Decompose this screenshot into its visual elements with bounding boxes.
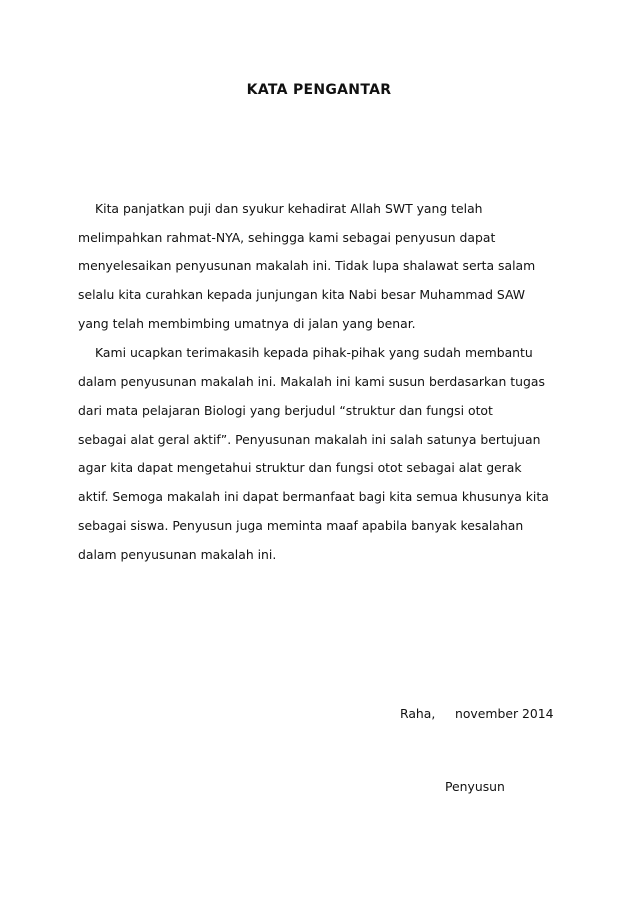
signature-place: Raha,	[400, 706, 436, 721]
text-line: menyelesaikan penyusunan makalah ini. Tidak lupa shalawat serta salam	[78, 258, 536, 273]
text-line: selalu kita curahkan kepada junjungan kita Nabi besar Muhammad SAW	[78, 287, 526, 302]
page-title: KATA PENGANTAR	[246, 82, 392, 98]
text-line: sebagai alat geral aktif”. Penyusunan makalah ini salah satunya bertujuan	[78, 432, 541, 447]
text-line: sebagai siswa. Penyusun juga meminta maaf apabila banyak kesalahan	[78, 518, 524, 533]
text-line: Kita panjatkan puji dan syukur kehadirat Allah SWT yang telah	[95, 201, 483, 216]
text-line: dalam penyusunan makalah ini. Makalah ini kami susun berdasarkan tugas	[78, 374, 545, 389]
text-line: agar kita dapat mengetahui struktur dan fungsi otot sebagai alat gerak	[78, 460, 522, 475]
signature-date: november 2014	[455, 706, 554, 721]
signature-author: Penyusun	[445, 779, 505, 794]
text-line: dalam penyusunan makalah ini.	[78, 547, 277, 562]
text-line: dari mata pelajaran Biologi yang berjudul “struktur dan fungsi otot	[78, 403, 493, 418]
text-line: yang telah membimbing umatnya di jalan yang benar.	[78, 316, 416, 331]
text-line: aktif. Semoga makalah ini dapat bermanfaat bagi kita semua khusunya kita	[78, 489, 549, 504]
text-line: melimpahkan rahmat-NYA, sehingga kami sebagai penyusun dapat	[78, 230, 496, 245]
text-line: Kami ucapkan terimakasih kepada pihak-pihak yang sudah membantu	[95, 345, 533, 360]
